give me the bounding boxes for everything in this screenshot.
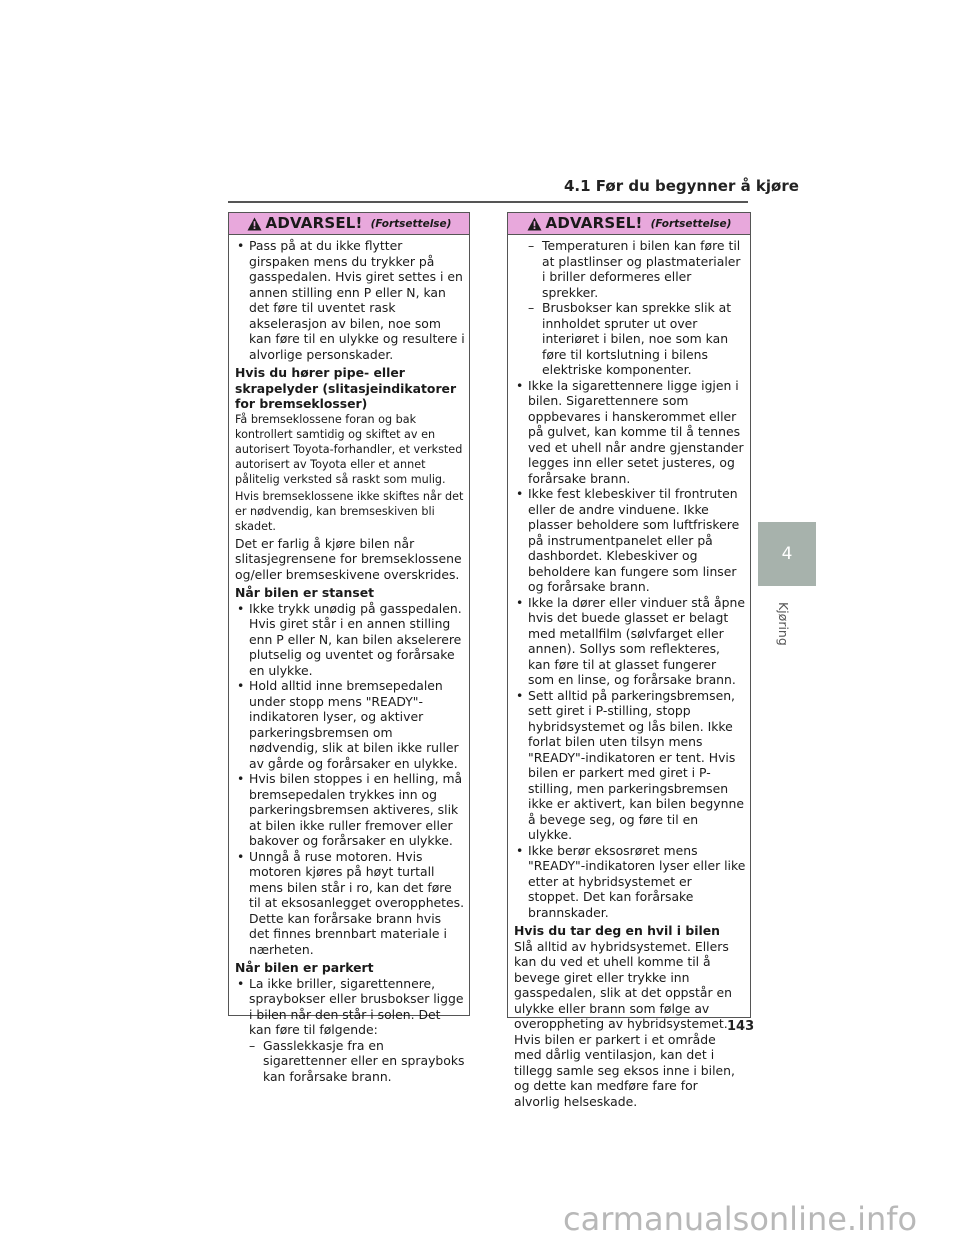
title-divider bbox=[228, 201, 748, 203]
warning-title: ADVARSEL! bbox=[265, 213, 363, 232]
warning-continued: (Fortsettelse) bbox=[650, 218, 732, 231]
warning-paragraph: Slå alltid av hybridsystemet. Ellers kan du ved et uhell komme til å bevege giret eller trykke inn gasspedalen, slik at det oppstår en ulykke eller brann som følge av overoppheting av hybridsystemet. Hvis bilen er parkert i et område med dårlig ventilasjon, kan det i tillegg samle seg eksos inne i bilen, og dette kan medføre fare for alvorlig helseskade. bbox=[514, 938, 735, 1109]
warning-triangle-icon bbox=[527, 217, 542, 231]
warning-bullet: • Ikke fest klebeskiver til frontruten eller de andre vinduene. Ikke plasser beholdere som luftfriskere på instrumentpanelet eller på dashbordet. Klebeskiver og beholdere kan fungere som linser og forårsake brann. bbox=[514, 486, 746, 595]
warning-header bbox=[508, 213, 750, 235]
warning-body bbox=[229, 235, 469, 1084]
warning-bullet: • Ikke trykk unødig på gasspedalen. Hvis giret står i en annen stilling enn P eller N, kan bilen akselerere plutselig og uventet og forårsake en ulykke. bbox=[235, 601, 465, 679]
warning-dash-item: – Gasslekkasje fra en sigarettenner eller en sprayboks kan forårsake brann. bbox=[235, 1038, 465, 1085]
warning-body bbox=[508, 235, 750, 1109]
warning-bullet: • La ikke briller, sigarettennere, spraybokser eller brusbokser ligge i bilen når den står i solen. Det kan føre til følgende: bbox=[235, 976, 465, 1038]
warning-small-text: Hvis bremseklossene ikke skiftes når det er nødvendig, kan bremseskiven bli skadet. bbox=[235, 489, 464, 533]
warning-small-text: Få bremseklossene foran og bak kontrollert samtidig og skiftet av en autorisert Toyota-forhandler, et verksted autorisert av Toyota eller et annet pålitelig verksted så raskt som mulig. bbox=[235, 412, 463, 486]
warning-bullet: • Ikke la dører eller vinduer stå åpne hvis det buede glasset er belagt med metallfilm (sølvfarget eller annen). Sollys som reflekteres, kan føre til at glasset fungerer som en linse, og forårsake brann. bbox=[514, 595, 746, 688]
warning-bullet: • Ikke la sigarettennere ligge igjen i bilen. Sigarettennere som oppbevares i hanskerommet eller på gulvet, kan komme til å tennes ved et uhell når andre gjenstander legges inn eller setet justeres, og forårsake brann. bbox=[514, 378, 746, 487]
warning-bullet: • Ikke berør eksosrøret mens "READY"-indikatoren lyser eller like etter at hybridsystemet er stoppet. Det kan forårsake brannskader. bbox=[514, 843, 746, 921]
chapter-number: 4 bbox=[781, 544, 793, 564]
warning-box-left bbox=[228, 212, 470, 1084]
warning-bullet: • Sett alltid på parkeringsbremsen, sett giret i P-stilling, stopp hybridsystemet og lås bilen. Ikke forlat bilen uten tilsyn mens "READY"-indikatoren er tent. Hvis bilen er parkert med giret i P-stilling, men parkeringsbremsen ikke er aktivert, kan bilen begynne å bevege seg, og føre til en ulykke. bbox=[514, 688, 746, 843]
warning-subheading: Når bilen er stanset bbox=[235, 585, 375, 600]
warning-header bbox=[229, 213, 469, 235]
warning-subheading: Hvis du tar deg en hvil i bilen bbox=[514, 923, 720, 938]
warning-triangle-icon bbox=[247, 217, 262, 231]
warning-dash-item: – Brusbokser kan sprekke slik at innholdet spruter ut over interiøret i bilen, noe som kan føre til kortslutning i bilens elektriske komponenter. bbox=[514, 300, 746, 378]
warning-title: ADVARSEL! bbox=[545, 213, 643, 232]
watermark: carmanualsonline.info bbox=[563, 1200, 918, 1238]
warning-bullet: • Unngå å ruse motoren. Hvis motoren kjøres på høyt turtall mens bilen står i ro, kan det føre til at eksosanlegget overopphetes. Dette kan forårsake brann hvis det finnes brennbart materiale i nærheten. bbox=[235, 849, 465, 958]
warning-subheading: Når bilen er parkert bbox=[235, 960, 374, 975]
page-number: 143 bbox=[727, 1019, 755, 1034]
warning-bullet: • Pass på at du ikke flytter girspaken mens du trykker på gasspedalen. Hvis giret settes i en annen stilling enn P eller N, kan det føre til uventet rask akselerasjon av bilen, noe som kan føre til en ulykke og resultere i alvorlige personskader. bbox=[235, 238, 465, 362]
warning-bullet: • Hold alltid inne bremsepedalen under stopp mens "READY"-indikatoren lyser, og aktiver parkeringsbremsen om nødvendig, slik at bilen ikke ruller av gårde og forårsaker en ulykke. bbox=[235, 678, 465, 771]
section-title: 4.1 Før du begynner å kjøre bbox=[564, 177, 799, 195]
warning-subheading: Hvis du hører pipe- eller skrapelyder (slitasjeindikatorer for bremseklosser) bbox=[235, 365, 457, 411]
warning-paragraph: Det er farlig å kjøre bilen når slitasjegrensene for bremseklossene og/eller bremseskivene overskrides. bbox=[235, 535, 462, 582]
chapter-label: Kjøring bbox=[776, 602, 791, 646]
warning-continued: (Fortsettelse) bbox=[370, 218, 452, 231]
chapter-tab[interactable] bbox=[758, 522, 816, 586]
warning-bullet: • Hvis bilen stoppes i en helling, må bremsepedalen trykkes inn og parkeringsbremsen aktiveres, slik at bilen ikke ruller fremover eller bakover og forårsaker en ulykke. bbox=[235, 771, 465, 849]
warning-dash-item: – Temperaturen i bilen kan føre til at plastlinser og plastmaterialer i briller deformeres eller sprekker. bbox=[514, 238, 746, 300]
